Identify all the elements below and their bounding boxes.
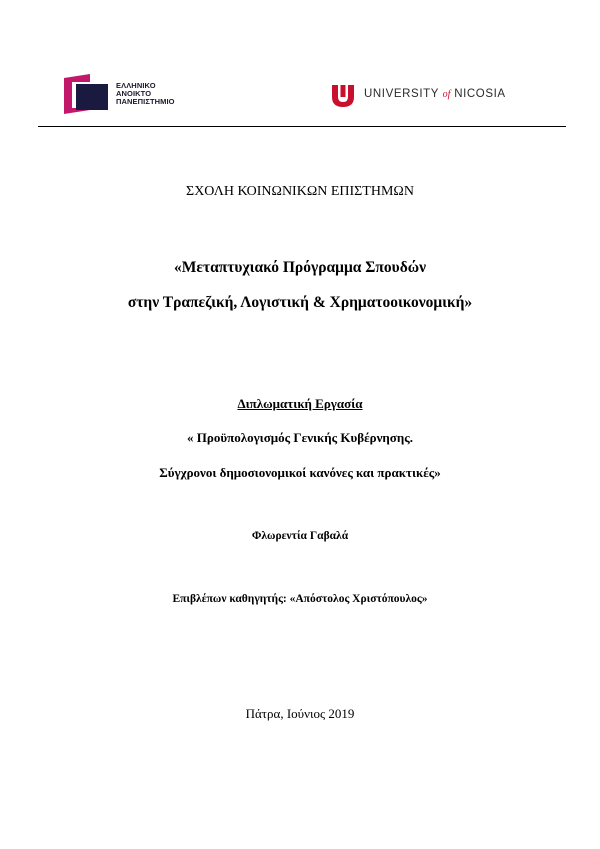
unic-logo-text: UNIVERSITY of NICOSIA — [364, 88, 506, 100]
header-divider — [38, 126, 566, 127]
program-title-line2: στην Τραπεζική, Λογιστική & Χρηματοοικονομική» — [127, 294, 473, 311]
eap-logo — [60, 74, 220, 114]
author-name: Φλωρεντία Γαβαλά — [251, 530, 349, 542]
supervisor: Επιβλέπων καθηγητής: «Απόστολος Χριστόπουλος» — [172, 593, 428, 605]
unic-logo — [330, 82, 540, 108]
place-date: Πάτρα, Ιούνιος 2019 — [245, 706, 355, 721]
school-title: ΣΧΟΛΗ ΚΟΙΝΩΝΙΚΩΝ ΕΠΙΣΤΗΜΩΝ — [186, 184, 414, 199]
eap-logo-text: ΕΛΛΗΝΙΚΟ ΑΝΟΙΚΤΟ ΠΑΝΕΠΙΣΤΗΜΙΟ — [116, 81, 175, 106]
eap-logo-mark — [60, 74, 110, 114]
thesis-title-line2: Σύγχρονοι δημοσιονομικοί κανόνες και πρακτικές» — [159, 465, 441, 480]
thesis-label-text: Διπλωματική Εργασία — [237, 396, 363, 411]
thesis-title-line1: « Προϋπολογισμός Γενικής Κυβέρνησης. — [187, 430, 413, 445]
unic-logo-mark — [330, 82, 356, 108]
thesis-label — [0, 396, 600, 412]
program-title-line1: «Μεταπτυχιακό Πρόγραμμα Σπουδών — [174, 259, 426, 276]
